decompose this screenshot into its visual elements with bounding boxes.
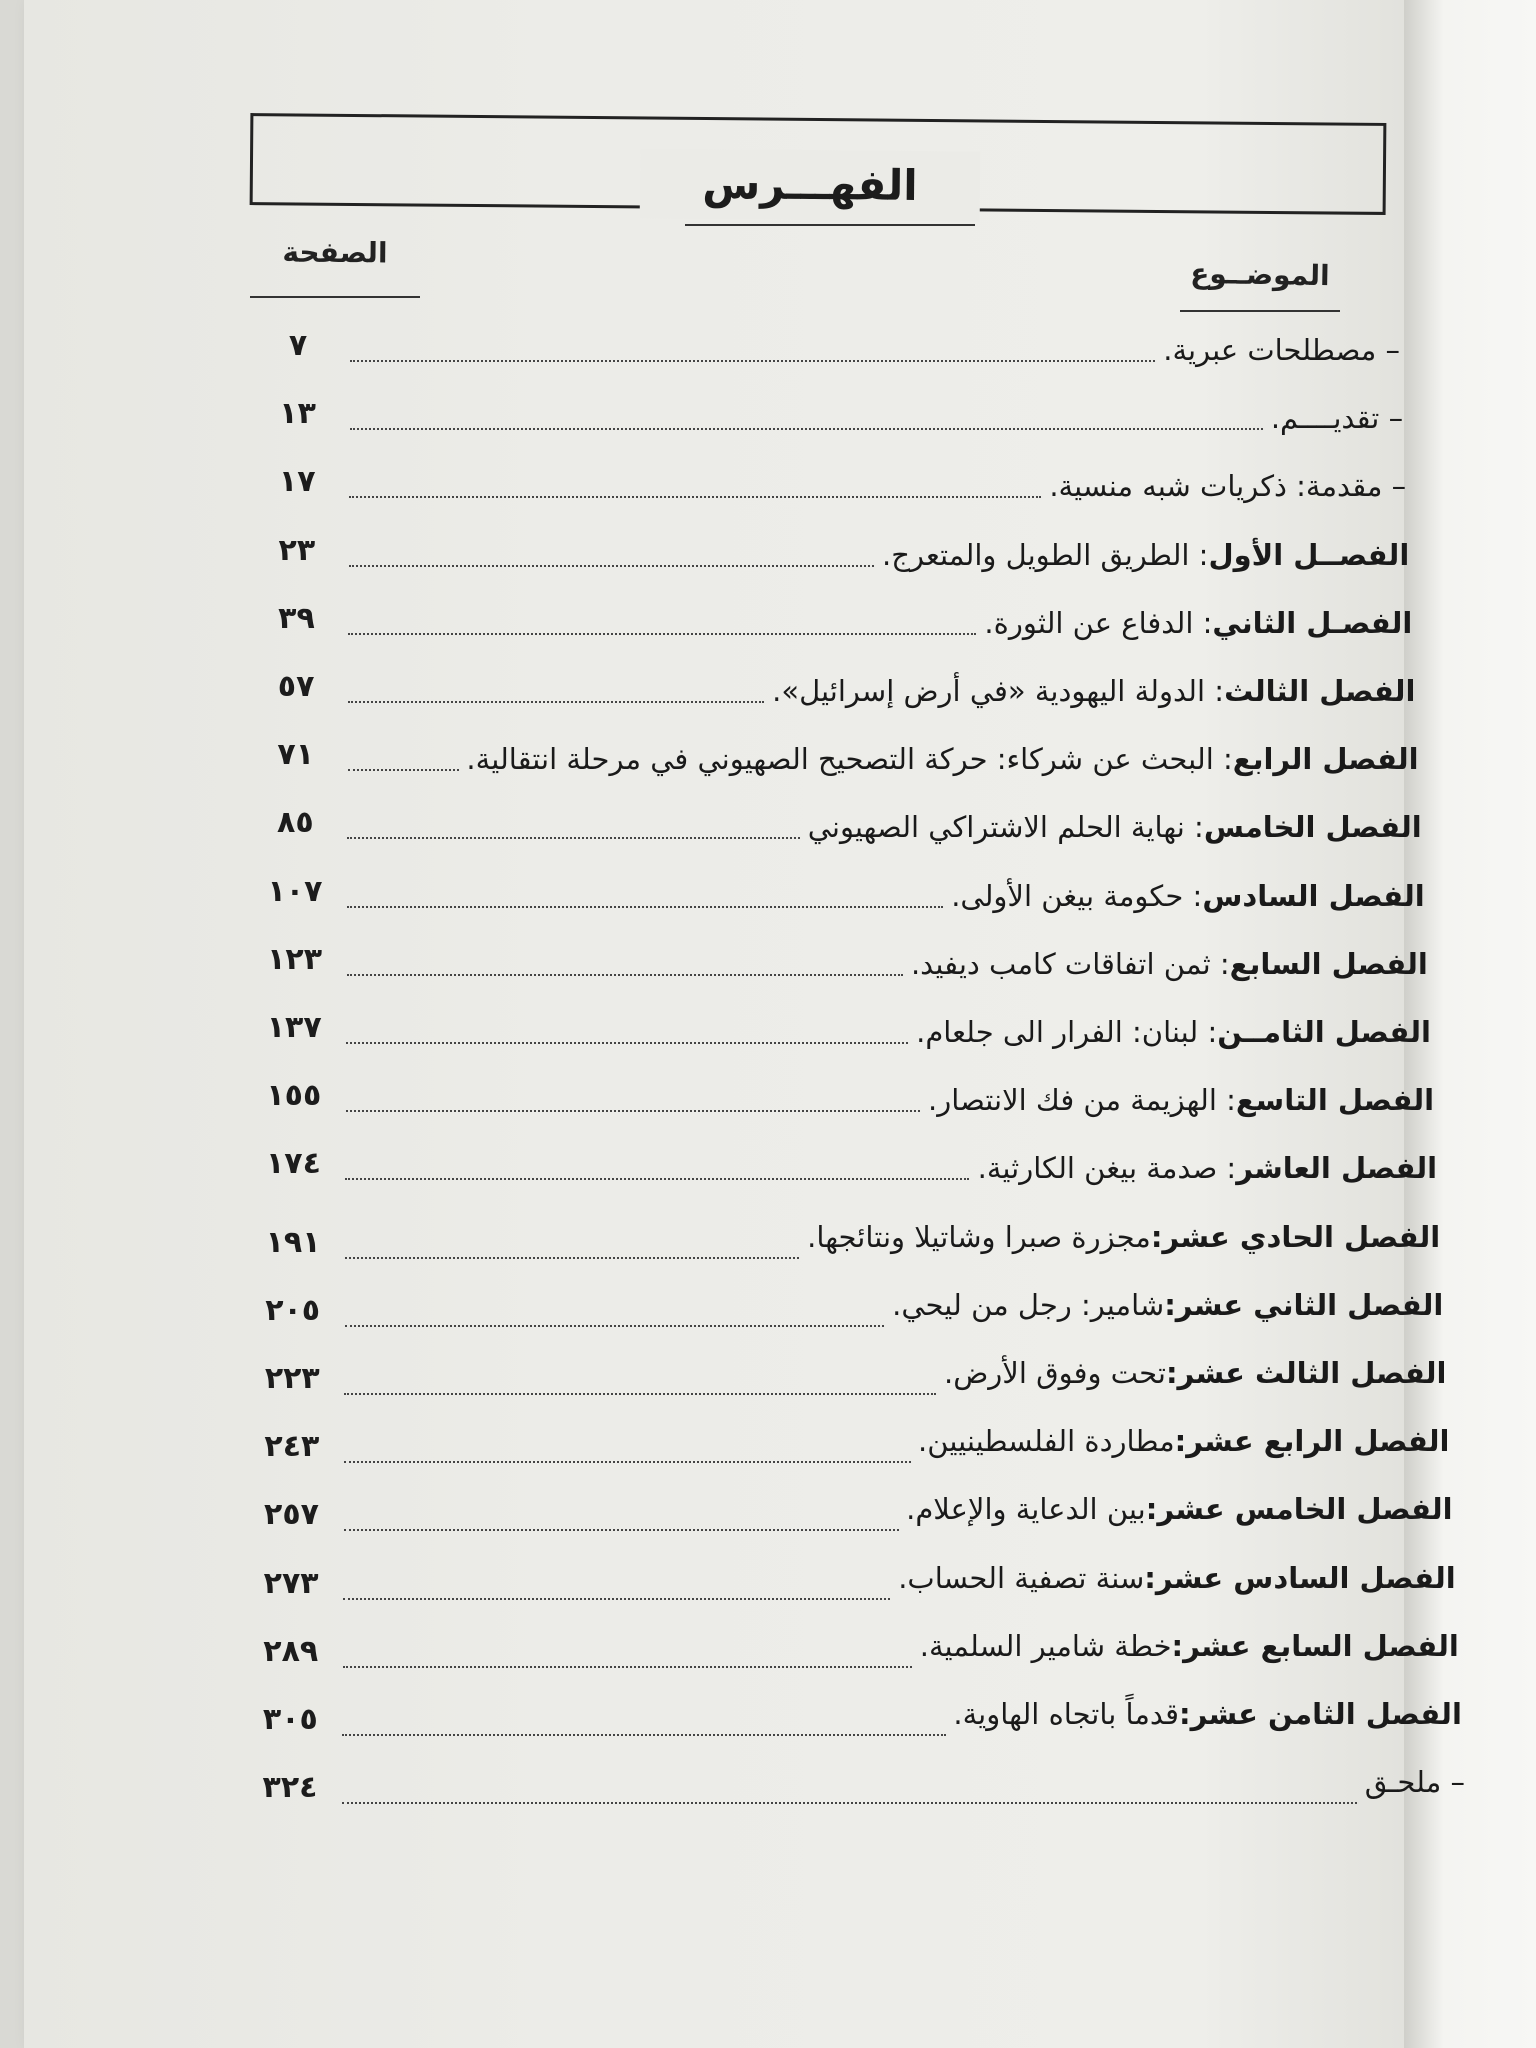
dot-leader [348, 633, 976, 635]
toc-entry [256, 600, 1413, 663]
toc-entry-title [918, 1421, 1449, 1461]
toc-entry [251, 1558, 1456, 1618]
dot-leader [349, 496, 1041, 498]
toc-entry-page-number: ٣٠٥ [262, 1702, 318, 1737]
toc-entry [250, 1694, 1462, 1754]
toc-entry-title [916, 1012, 1431, 1052]
toc-entry [252, 1489, 1453, 1549]
dot-leader [350, 360, 1155, 362]
toc-entry-page-number: ٧ [288, 328, 308, 363]
toc-entry-title [944, 1353, 1446, 1393]
toc-entry [258, 330, 1400, 390]
toc-entry [255, 941, 1428, 1004]
toc-entry [253, 1148, 1437, 1208]
dot-leader [343, 1598, 890, 1600]
toc-entry [253, 1285, 1444, 1345]
toc-entry-page-number: ١٧٤ [265, 1146, 321, 1182]
toc-entry-title [928, 1080, 1434, 1120]
toc-entry-title [882, 535, 1409, 575]
toc-entry-page-number: ٢٨٩ [263, 1633, 319, 1669]
dot-leader [343, 1666, 912, 1668]
dot-leader [345, 1178, 969, 1180]
toc-entry [254, 1012, 1431, 1072]
toc-entry-subtitle: : صدمة بيغن الكارثية. [977, 1151, 1237, 1186]
toc-entry-label: – تقديــــم. [1270, 401, 1404, 436]
toc-entry-title [951, 876, 1425, 916]
toc-entry [258, 398, 1403, 458]
toc-entry-subtitle: : الطريق الطويل والمتعرج. [882, 537, 1209, 572]
dot-leader [346, 1110, 920, 1112]
toc-entry-title [978, 1148, 1438, 1188]
dot-leader [349, 565, 874, 567]
toc-entry-page-number: ٢٠٥ [265, 1292, 321, 1328]
dot-leader [350, 428, 1263, 430]
toc-entry-chapter: الفصل السادس [1202, 878, 1425, 913]
toc-entry-chapter: الفصل السابع عشر: [1171, 1628, 1459, 1663]
page-title: الفهـــرس [640, 149, 981, 222]
toc-entry [256, 739, 1419, 799]
toc-entry-page-number: ١٠٧ [267, 873, 323, 909]
toc-entry-subtitle: : ثمن اتفاقات كامب ديفيد. [910, 946, 1230, 981]
toc-entry-page-number: ٣٩ [278, 600, 315, 636]
toc-entry-page-number: ٢٣ [278, 532, 316, 568]
toc-entry-title [1163, 330, 1400, 370]
toc-entry-chapter: الفصل الثاني عشر: [1164, 1287, 1444, 1322]
topic-column-header: الموضــوع [1190, 256, 1330, 293]
dot-leader [345, 1257, 799, 1259]
toc-entry-chapter: الفصل الثامــن [1217, 1015, 1431, 1049]
toc-entry-page-number: ٢٥٧ [264, 1497, 319, 1533]
toc-entry-subtitle: بين الدعاية والإعلام. [906, 1492, 1146, 1527]
toc-entry-page-number: ١٥٥ [266, 1078, 322, 1114]
toc-entry-chapter: الفصل التاسع [1235, 1083, 1435, 1118]
toc-entry-chapter: الفصل الرابع عشر: [1174, 1424, 1450, 1459]
dot-leader [347, 837, 799, 839]
toc-entry-title [906, 1489, 1452, 1529]
toc-entry [252, 1353, 1446, 1413]
toc-entry [256, 671, 1415, 731]
toc-entry-chapter: الفصــل الأول [1208, 537, 1410, 572]
toc-entry-chapter: الفصل السابع [1229, 946, 1428, 981]
toc-entry-subtitle: : لبنان: الفرار الى جلعام. [916, 1015, 1218, 1049]
toc-entry [255, 873, 1425, 936]
toc-entry-page-number: ٢٧٣ [263, 1565, 319, 1601]
toc-entry-title [1271, 398, 1403, 438]
dot-leader [348, 769, 459, 771]
toc-entry-chapter: الفصل الثالث عشر: [1165, 1356, 1447, 1390]
toc-entry-page-number: ٢٢٣ [264, 1361, 320, 1396]
toc-entry-subtitle: تحت وفوق الأرض. [944, 1356, 1166, 1390]
toc-entry-title [984, 603, 1412, 643]
dot-leader [347, 974, 903, 976]
toc-entry-subtitle: : البحث عن شركاء: حركة التصحيح الصهيوني في مرحلة انتقالية. [466, 742, 1233, 777]
toc-entry-page-number: ١٩١ [265, 1224, 321, 1260]
toc-entry-subtitle: شامير: رجل من ليحي. [892, 1287, 1165, 1322]
toc-entry-subtitle: : نهاية الحلم الاشتراكي الصهيوني [807, 810, 1204, 845]
toc-entry-title [807, 1217, 1440, 1257]
toc-entry-subtitle: : الهزيمة من فك الانتصار. [928, 1083, 1236, 1118]
toc-entry-chapter: الفصل الخامس عشر: [1145, 1492, 1453, 1527]
toc-entry-chapter: الفصل الثالث [1224, 674, 1416, 708]
toc-entry-subtitle: قدماً باتجاه الهاوية. [953, 1697, 1179, 1731]
toc-entry-subtitle: : الدفاع عن الثورة. [984, 605, 1213, 640]
dot-leader [346, 1042, 908, 1044]
toc-entry-page-number: ١٣٧ [266, 1010, 322, 1045]
dot-leader [347, 906, 943, 908]
toc-entry-title [772, 671, 1415, 711]
toc-entry-page-number: ٨٥ [277, 805, 314, 841]
toc-entry-title [1365, 1762, 1465, 1802]
toc-entry-subtitle: مطاردة الفلسطينيين. [918, 1424, 1175, 1459]
toc-entry-title [466, 739, 1418, 779]
toc-entry-chapter: الفصـل الثاني [1212, 605, 1413, 640]
toc-entry-title [953, 1694, 1461, 1734]
dot-leader [344, 1529, 899, 1531]
toc-entry-title [898, 1558, 1456, 1598]
dot-leader [344, 1461, 911, 1463]
dot-leader [342, 1734, 946, 1736]
toc-entry-title [892, 1285, 1443, 1325]
page-column-header: الصفحة [282, 235, 388, 270]
dot-leader [348, 701, 764, 703]
toc-entry-chapter: الفصل السادس عشر: [1144, 1560, 1456, 1595]
toc-entry-chapter: الفصل العاشر [1236, 1151, 1438, 1186]
toc-entry [255, 807, 1421, 867]
toc-entry-label: – مقدمة: ذكريات شبه منسية. [1049, 469, 1407, 504]
toc-entry-title [911, 944, 1428, 984]
toc-entry [254, 1080, 1434, 1140]
toc-entry-subtitle: : حكومة بيغن الأولى. [951, 878, 1203, 913]
dot-leader [344, 1393, 936, 1395]
toc-entry-page-number: ٣٢٤ [262, 1770, 318, 1806]
toc-entry-label: – مصطلحات عبرية. [1163, 333, 1400, 367]
toc-entry [251, 1626, 1459, 1686]
dot-leader [345, 1325, 885, 1327]
toc-entry-subtitle: سنة تصفية الحساب. [898, 1560, 1145, 1595]
toc-entry [250, 1762, 1465, 1822]
toc-entry-page-number: ٥٧ [277, 669, 315, 704]
toc-entry [257, 532, 1410, 595]
toc-entry-subtitle: مجزرة صبرا وشاتيلا ونتائجها. [807, 1219, 1151, 1254]
toc-entry-page-number: ٢٤٣ [264, 1429, 320, 1465]
toc-entry-title [1049, 466, 1406, 506]
toc-entry [253, 1217, 1440, 1277]
dot-leader [342, 1802, 1357, 1804]
toc-entry-subtitle: : الدولة اليهودية «في أرض إسرائيل». [772, 674, 1225, 708]
toc-entry-page-number: ٧١ [277, 737, 315, 773]
toc-entry-page-number: ١٧ [278, 464, 316, 500]
toc-entry-title [920, 1626, 1459, 1666]
toc-entry [252, 1421, 1450, 1481]
toc-entry-page-number: ١٣ [279, 396, 316, 432]
toc-entry [257, 466, 1406, 526]
toc-entry-subtitle: خطة شامير السلمية. [919, 1628, 1172, 1663]
toc-entry-title [808, 807, 1422, 847]
toc-entry-page-number: ١٢٣ [267, 941, 323, 977]
toc-entry-chapter: الفصل الحادي عشر: [1150, 1219, 1441, 1254]
toc-entry-chapter: الفصل الخامس [1203, 810, 1422, 845]
toc-entry-chapter: الفصل الثامن عشر: [1178, 1697, 1462, 1731]
toc-entry-chapter: الفصل الرابع [1232, 742, 1419, 777]
toc-entry-label: – ملحـق [1364, 1765, 1465, 1800]
